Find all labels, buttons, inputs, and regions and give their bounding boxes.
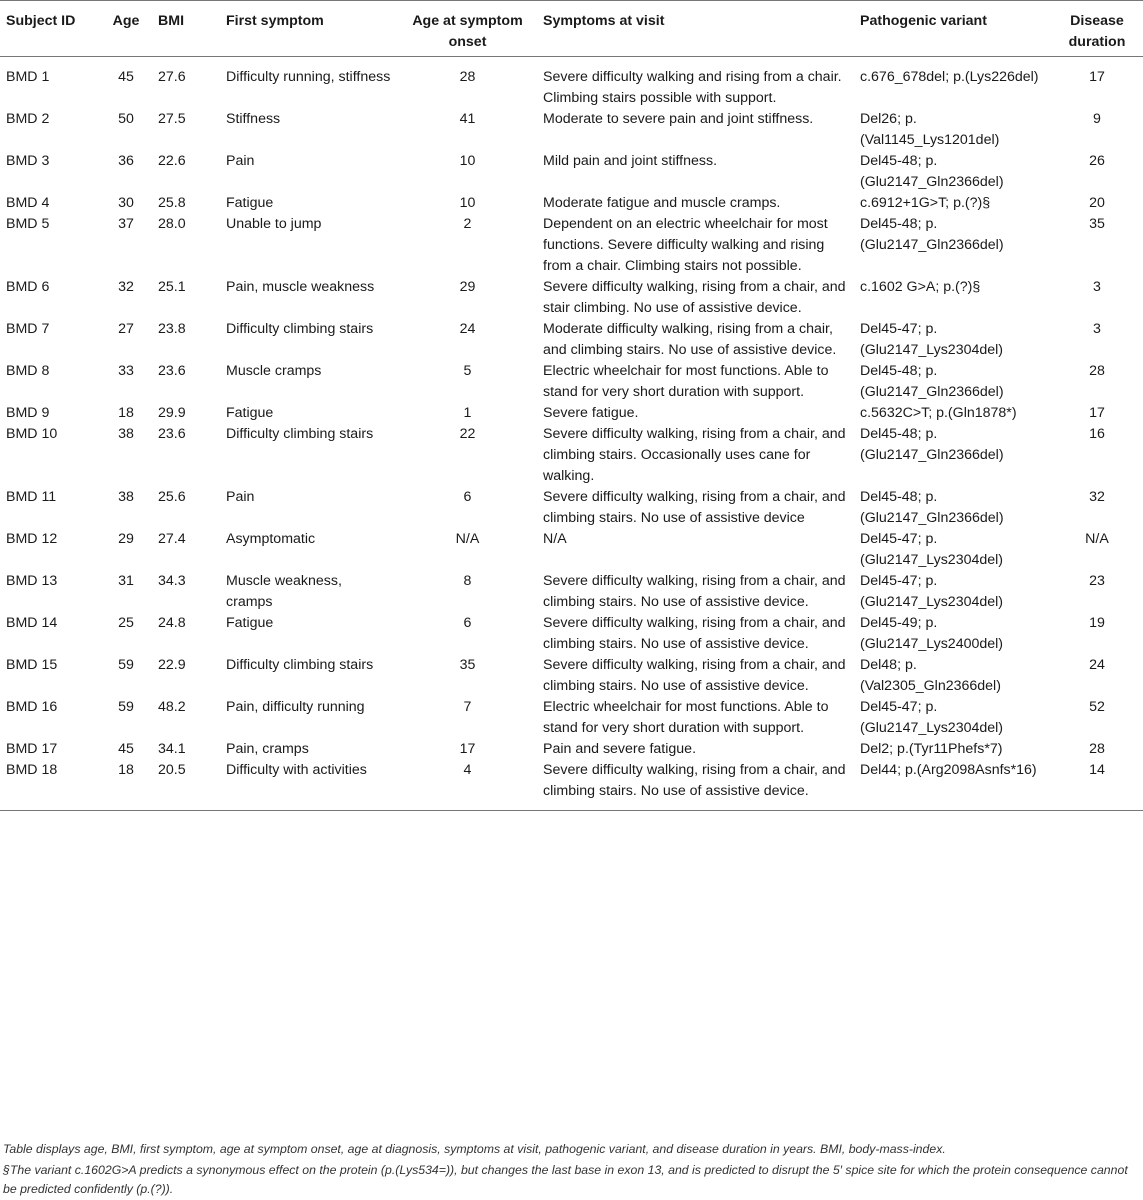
cell-pathogenic-variant: Del45-48; p.(Glu2147_Gln2366del) — [860, 363, 1004, 400]
table-row — [0, 319, 1143, 361]
cell-age-at-onset: 7 — [463, 699, 472, 715]
cell-age-at-onset: 4 — [398, 760, 537, 811]
cell-first-symptom: Difficulty running, stiffness — [226, 69, 391, 85]
cell-subject-id: BMD 16 — [6, 699, 58, 715]
header-first-symptom: First symptom — [220, 1, 398, 57]
cell-subject-id: BMD 15 — [6, 657, 58, 673]
cell-disease-duration: 52 — [1089, 699, 1105, 715]
cell-disease-duration: 19 — [1089, 615, 1105, 631]
cell-pathogenic-variant: Del45-47; p.(Glu2147_Lys2304del) — [860, 321, 1004, 358]
table-row — [0, 214, 1143, 277]
cell-symptoms-at-visit: Severe difficulty walking, rising from a chair, and climbing stairs. No use of assistive device — [543, 489, 846, 526]
cell-pathogenic-variant: Del44; p.(Arg2098Asnfs*16) — [854, 760, 1051, 811]
cell-age: 50 — [118, 111, 134, 127]
table-row — [0, 760, 1143, 811]
header-disease-duration: Disease duration — [1051, 1, 1143, 57]
cell-bmi: 25.6 — [158, 489, 186, 505]
cell-bmi: 22.9 — [158, 657, 186, 673]
cell-subject-id: BMD 2 — [6, 111, 50, 127]
table-row — [0, 655, 1143, 697]
cell-symptoms-at-visit: Moderate difficulty walking, rising from a chair, and climbing stairs. No use of assistive device. — [543, 321, 837, 358]
cell-age-at-onset: 24 — [459, 321, 476, 337]
cell-disease-duration: 16 — [1089, 426, 1105, 442]
cell-pathogenic-variant: c.1602 G>A; p.(?)§ — [860, 279, 981, 295]
cell-symptoms-at-visit: Pain and severe fatigue. — [543, 741, 697, 757]
header-age: Age — [100, 1, 152, 57]
cell-disease-duration: 3 — [1093, 279, 1101, 295]
cell-symptoms-at-visit: Moderate to severe pain and joint stiffness. — [543, 111, 814, 127]
cell-symptoms-at-visit: Severe difficulty walking, rising from a chair, and climbing stairs. No use of assistive device. — [543, 615, 846, 652]
cell-pathogenic-variant: Del26; p.(Val1145_Lys1201del) — [860, 111, 1000, 148]
cell-symptoms-at-visit: N/A — [543, 531, 567, 547]
cell-bmi: 20.5 — [152, 760, 220, 811]
header-subject-id: Subject ID — [0, 1, 100, 57]
header-bmi: BMI — [152, 1, 220, 57]
cell-first-symptom: Pain, difficulty running — [226, 699, 365, 715]
header-age-at-onset: Age at symptom onset — [398, 1, 537, 57]
cell-first-symptom: Unable to jump — [226, 216, 322, 232]
cell-bmi: 25.1 — [158, 279, 186, 295]
cell-pathogenic-variant: c.6912+1G>T; p.(?)§ — [860, 195, 991, 211]
cell-symptoms-at-visit: Electric wheelchair for most functions. Able to stand for very short duration with support. — [543, 363, 829, 400]
cell-age: 45 — [118, 741, 134, 757]
cell-first-symptom: Fatigue — [226, 195, 274, 211]
cell-age-at-onset: 8 — [463, 573, 472, 589]
cell-age-at-onset: 2 — [463, 216, 472, 232]
cell-symptoms-at-visit: Severe fatigue. — [543, 405, 639, 421]
cell-bmi: 34.1 — [158, 741, 186, 757]
cell-subject-id: BMD 3 — [6, 153, 50, 169]
cell-subject-id: BMD 13 — [6, 573, 58, 589]
cell-pathogenic-variant: Del48; p.(Val2305_Gln2366del) — [860, 657, 1001, 694]
cell-pathogenic-variant: Del45-48; p.(Glu2147_Gln2366del) — [860, 426, 1004, 463]
cell-subject-id: BMD 6 — [6, 279, 50, 295]
cell-age: 31 — [118, 573, 134, 589]
cell-symptoms-at-visit: Moderate fatigue and muscle cramps. — [543, 195, 781, 211]
cell-first-symptom: Stiffness — [226, 111, 281, 127]
cell-pathogenic-variant: c.5632C>T; p.(Gln1878*) — [860, 405, 1017, 421]
cell-age: 59 — [118, 657, 134, 673]
cell-disease-duration: 28 — [1089, 741, 1105, 757]
cell-first-symptom: Pain, muscle weakness — [226, 279, 375, 295]
cell-first-symptom: Difficulty climbing stairs — [226, 657, 374, 673]
cell-bmi: 24.8 — [158, 615, 186, 631]
cell-disease-duration: 17 — [1089, 69, 1105, 85]
cell-first-symptom: Muscle weakness, cramps — [226, 573, 342, 610]
cell-age: 27 — [118, 321, 134, 337]
cell-subject-id: BMD 4 — [6, 195, 50, 211]
table-row — [0, 277, 1143, 319]
cell-subject-id: BMD 12 — [6, 531, 58, 547]
header-pathogenic-variant: Pathogenic variant — [854, 1, 1051, 57]
cell-subject-id: BMD 9 — [6, 405, 50, 421]
cell-pathogenic-variant: c.676_678del; p.(Lys226del) — [860, 69, 1039, 85]
cell-bmi: 25.8 — [158, 195, 186, 211]
cell-age-at-onset: 5 — [463, 363, 472, 379]
cell-bmi: 23.8 — [158, 321, 186, 337]
cell-subject-id: BMD 10 — [6, 426, 58, 442]
cell-age: 37 — [118, 216, 134, 232]
cell-subject-id: BMD 14 — [6, 615, 58, 631]
cell-disease-duration: 17 — [1089, 405, 1105, 421]
cell-symptoms-at-visit: Severe difficulty walking, rising from a chair, and climbing stairs. No use of assistive device. — [543, 573, 846, 610]
cell-age: 33 — [118, 363, 134, 379]
cell-age: 30 — [118, 195, 134, 211]
cell-bmi: 23.6 — [158, 426, 186, 442]
cell-bmi: 27.5 — [158, 111, 186, 127]
cell-age: 18 — [118, 405, 134, 421]
cell-subject-id: BMD 18 — [0, 760, 100, 811]
cell-bmi: 27.4 — [158, 531, 186, 547]
cell-symptoms-at-visit: Severe difficulty walking and rising from a chair. Climbing stairs possible with support. — [543, 69, 842, 106]
cell-symptoms-at-visit: Severe difficulty walking, rising from a chair, and climbing stairs. No use of assistive device. — [543, 657, 846, 694]
table-row — [0, 697, 1143, 739]
cell-first-symptom: Fatigue — [226, 615, 274, 631]
cell-pathogenic-variant: Del45-48; p.(Glu2147_Gln2366del) — [860, 489, 1004, 526]
cell-first-symptom: Difficulty climbing stairs — [226, 321, 374, 337]
cell-bmi: 28.0 — [158, 216, 186, 232]
cell-symptoms-at-visit: Severe difficulty walking, rising from a chair, and stair climbing. No use of assistive device. — [543, 279, 846, 316]
cell-pathogenic-variant: Del45-48; p.(Glu2147_Gln2366del) — [860, 153, 1004, 190]
cell-age: 45 — [118, 69, 134, 85]
cell-age-at-onset: N/A — [455, 531, 480, 547]
cell-age: 38 — [118, 426, 134, 442]
table-row — [0, 403, 1143, 424]
cell-disease-duration: 20 — [1089, 195, 1105, 211]
cell-disease-duration: 26 — [1089, 153, 1105, 169]
cell-disease-duration: 28 — [1089, 363, 1105, 379]
table-row — [0, 193, 1143, 214]
cell-pathogenic-variant: Del45-48; p.(Glu2147_Gln2366del) — [860, 216, 1004, 253]
cell-pathogenic-variant: Del45-47; p.(Glu2147_Lys2304del) — [860, 531, 1004, 568]
cell-age: 18 — [100, 760, 152, 811]
cell-pathogenic-variant: Del45-49; p.(Glu2147_Lys2400del) — [860, 615, 1004, 652]
cell-disease-duration: 3 — [1093, 321, 1101, 337]
cell-pathogenic-variant: Del2; p.(Tyr11Phefs*7) — [860, 741, 1003, 757]
cell-disease-duration: 35 — [1089, 216, 1105, 232]
table-row — [0, 739, 1143, 760]
cell-subject-id: BMD 17 — [6, 741, 58, 757]
table-row — [0, 613, 1143, 655]
cell-bmi: 48.2 — [158, 699, 186, 715]
cell-age: 38 — [118, 489, 134, 505]
cell-symptoms-at-visit: Mild pain and joint stiffness. — [543, 153, 718, 169]
cell-symptoms-at-visit: Electric wheelchair for most functions. Able to stand for very short duration with support. — [543, 699, 829, 736]
cell-age-at-onset: 17 — [459, 741, 476, 757]
cell-first-symptom: Pain — [226, 489, 255, 505]
cell-first-symptom: Muscle cramps — [226, 363, 322, 379]
cell-disease-duration: 9 — [1093, 111, 1101, 127]
cell-first-symptom: Fatigue — [226, 405, 274, 421]
table-row — [0, 57, 1143, 110]
table-body — [0, 57, 1143, 811]
cell-first-symptom: Asymptomatic — [226, 531, 316, 547]
cell-age-at-onset: 29 — [459, 279, 476, 295]
cell-disease-duration: 14 — [1051, 760, 1143, 811]
cell-symptoms-at-visit: Dependent on an electric wheelchair for most functions. Severe difficulty walking and rising from a chair. Climbing stairs not possible. — [543, 216, 828, 274]
cell-subject-id: BMD 5 — [6, 216, 50, 232]
cell-disease-duration: 23 — [1089, 573, 1105, 589]
cell-first-symptom: Pain — [226, 153, 255, 169]
cell-disease-duration: 24 — [1089, 657, 1105, 673]
table-row — [0, 529, 1143, 571]
cell-age-at-onset: 6 — [463, 489, 472, 505]
table-row — [0, 361, 1143, 403]
cell-subject-id: BMD 7 — [6, 321, 50, 337]
cell-age-at-onset: 22 — [459, 426, 476, 442]
cell-age-at-onset: 6 — [463, 615, 472, 631]
variant-footnote: §The variant c.1602G>A predicts a synonymous effect on the protein (p.(Lys534=)), but changes the last base in exon 13, and is predicted to disrupt the 5′ spice site for which the protein consequence cannot be predicted confidently (p.(?)). — [3, 1163, 1128, 1196]
cell-disease-duration: 32 — [1089, 489, 1105, 505]
cell-age-at-onset: 28 — [459, 69, 476, 85]
cell-pathogenic-variant: Del45-47; p.(Glu2147_Lys2304del) — [860, 573, 1004, 610]
cell-age: 32 — [118, 279, 134, 295]
header-row — [0, 1, 1143, 57]
cell-first-symptom: Pain, cramps — [226, 741, 309, 757]
table-row — [0, 571, 1143, 613]
cell-age-at-onset: 35 — [459, 657, 476, 673]
cell-bmi: 34.3 — [158, 573, 186, 589]
cell-age-at-onset: 10 — [459, 153, 476, 169]
cell-age-at-onset: 1 — [463, 405, 472, 421]
table-row — [0, 151, 1143, 193]
table-footnote: Table displays age, BMI, first symptom, age at symptom onset, age at diagnosis, symptoms at visit, pathogenic variant, and disease duration in years. BMI, body-mass-index. — [3, 1142, 946, 1156]
cell-bmi: 22.6 — [158, 153, 186, 169]
cell-age: 29 — [118, 531, 134, 547]
table-row — [0, 424, 1143, 487]
cell-subject-id: BMD 8 — [6, 363, 50, 379]
header-symptoms-at-visit: Symptoms at visit — [537, 1, 854, 57]
cell-age: 25 — [118, 615, 134, 631]
cell-age-at-onset: 10 — [459, 195, 476, 211]
cell-subject-id: BMD 1 — [6, 69, 50, 85]
table-row — [0, 109, 1143, 151]
cell-first-symptom: Difficulty climbing stairs — [226, 426, 374, 442]
cell-bmi: 27.6 — [158, 69, 186, 85]
cell-first-symptom: Difficulty with activities — [220, 760, 398, 811]
cell-bmi: 23.6 — [158, 363, 186, 379]
cell-symptoms-at-visit: Severe difficulty walking, rising from a chair, and climbing stairs. Occasionally uses cane for walking. — [543, 426, 846, 484]
cell-age: 59 — [118, 699, 134, 715]
cell-bmi: 29.9 — [158, 405, 186, 421]
cell-symptoms-at-visit: Severe difficulty walking, rising from a chair, and climbing stairs. No use of assistive device. — [537, 760, 854, 811]
cell-pathogenic-variant: Del45-47; p.(Glu2147_Lys2304del) — [860, 699, 1004, 736]
cell-age: 36 — [118, 153, 134, 169]
table-row — [0, 487, 1143, 529]
cell-subject-id: BMD 11 — [6, 489, 57, 505]
cell-age-at-onset: 41 — [459, 111, 476, 127]
cell-disease-duration: N/A — [1085, 531, 1109, 547]
